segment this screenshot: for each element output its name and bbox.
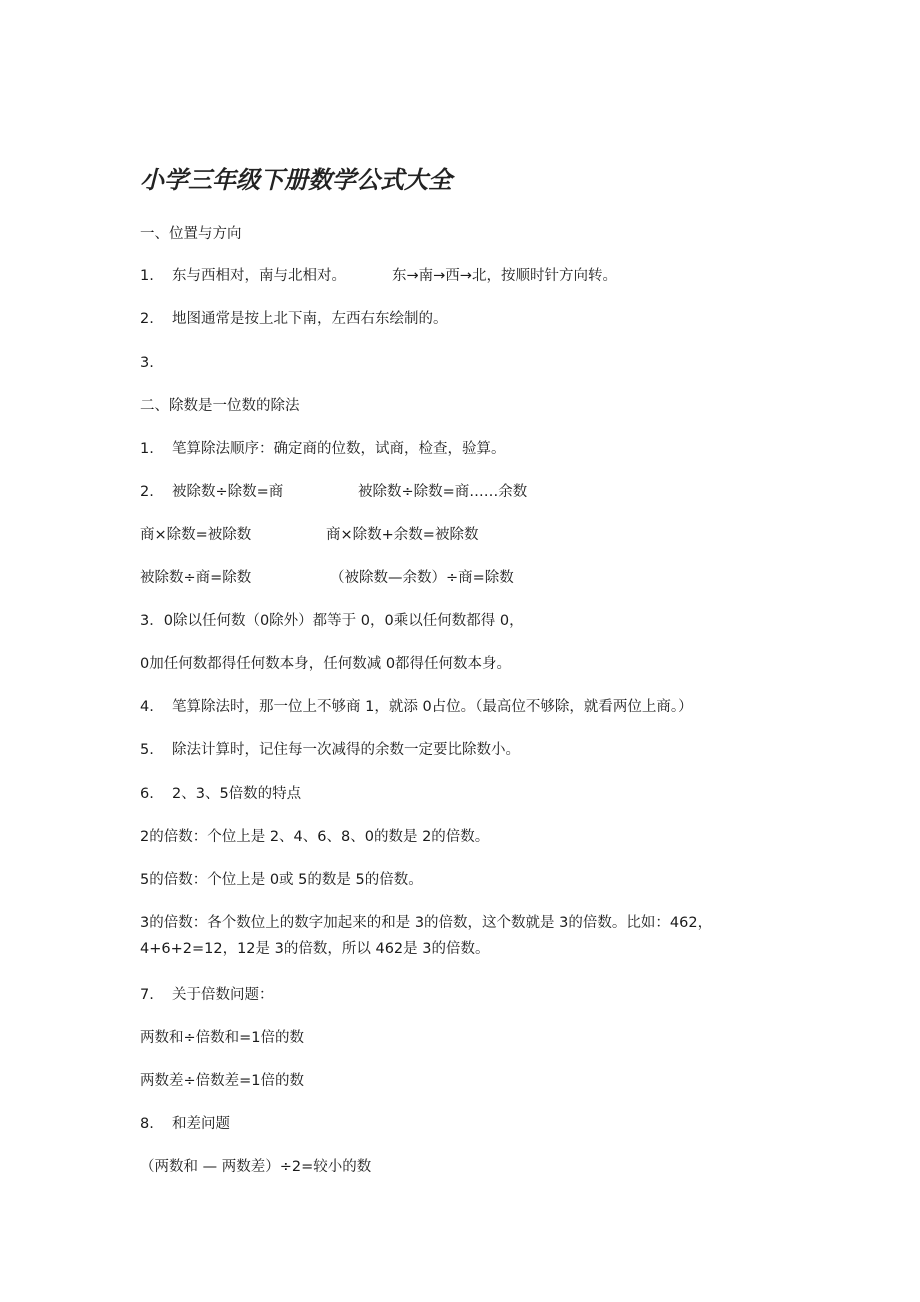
text-line: 2的倍数：个位上是 2、4、6、8、0的数是 2的倍数。 [140,829,490,845]
item-text: 和差问题 [172,1116,230,1132]
formula: （被除数—余数）÷商=除数 [330,570,514,586]
item-number: 4. [140,699,154,715]
list-item: 3．0除以任何数（0除外）都等于 0，0乘以任何数都得 0， [140,613,524,629]
item-text: 东→南→西→北，按顺时针方向转。 [392,268,617,284]
item-number: 8. [140,1116,154,1132]
item-number: 2. [140,311,154,327]
formula-line: 两数和÷倍数和=1倍的数 [140,1030,305,1046]
formula-line [140,568,514,588]
formula: 被除数÷商=除数 [140,570,252,586]
formula: 被除数÷除数=商 [172,484,284,500]
list-item [140,784,301,804]
section-heading-division: 二、除数是一位数的除法 [140,398,300,414]
list-item [140,482,527,502]
item-number: 2. [140,484,154,500]
formula: 商×除数+余数=被除数 [326,527,479,543]
text-line: 0加任何数都得任何数本身，任何数减 0都得任何数本身。 [140,656,512,672]
item-text: 东与西相对，南与北相对。 [172,268,346,284]
list-item [140,353,172,373]
item-number: 3. [140,355,154,371]
list-item [140,266,617,286]
section-heading-position: 一、位置与方向 [140,226,242,242]
item-number: 6. [140,786,154,802]
item-number: 5. [140,742,154,758]
item-number: 7. [140,987,154,1003]
formula-line [140,525,478,545]
list-item [140,439,506,459]
item-text: 笔算除法顺序：确定商的位数，试商，检查，验算。 [172,441,506,457]
list-item [140,697,693,717]
item-text: 笔算除法时，那一位上不够商 1，就添 0占位。（最高位不够除，就看两位上商。） [172,699,693,715]
list-item [140,740,520,760]
list-item [140,309,448,329]
item-text: 地图通常是按上北下南，左西右东绘制的。 [172,311,448,327]
text-paragraph: 3的倍数：各个数位上的数字加起来的和是 3的倍数，这个数就是 3的倍数。比如：462，4+6+2=12，12是 3的倍数，所以 462是 3的倍数。 [140,915,713,957]
formula: 商×除数=被除数 [140,527,252,543]
list-item [140,1114,230,1134]
document-title: 小学三年级下册数学公式大全 [140,166,452,194]
text-line: 5的倍数：个位上是 0或 5的数是 5的倍数。 [140,872,423,888]
item-text: 关于倍数问题： [172,987,274,1003]
item-text: 2、3、5倍数的特点 [172,786,302,802]
formula-line: 两数差÷倍数差=1倍的数 [140,1073,305,1089]
item-text: 除法计算时，记住每一次减得的余数一定要比除数小。 [172,742,520,758]
item-number: 1. [140,441,154,457]
item-number: 1. [140,268,154,284]
formula-line: （两数和 — 两数差）÷2=较小的数 [140,1159,372,1175]
list-item [140,985,274,1005]
formula: 被除数÷除数=商……余数 [358,484,528,500]
